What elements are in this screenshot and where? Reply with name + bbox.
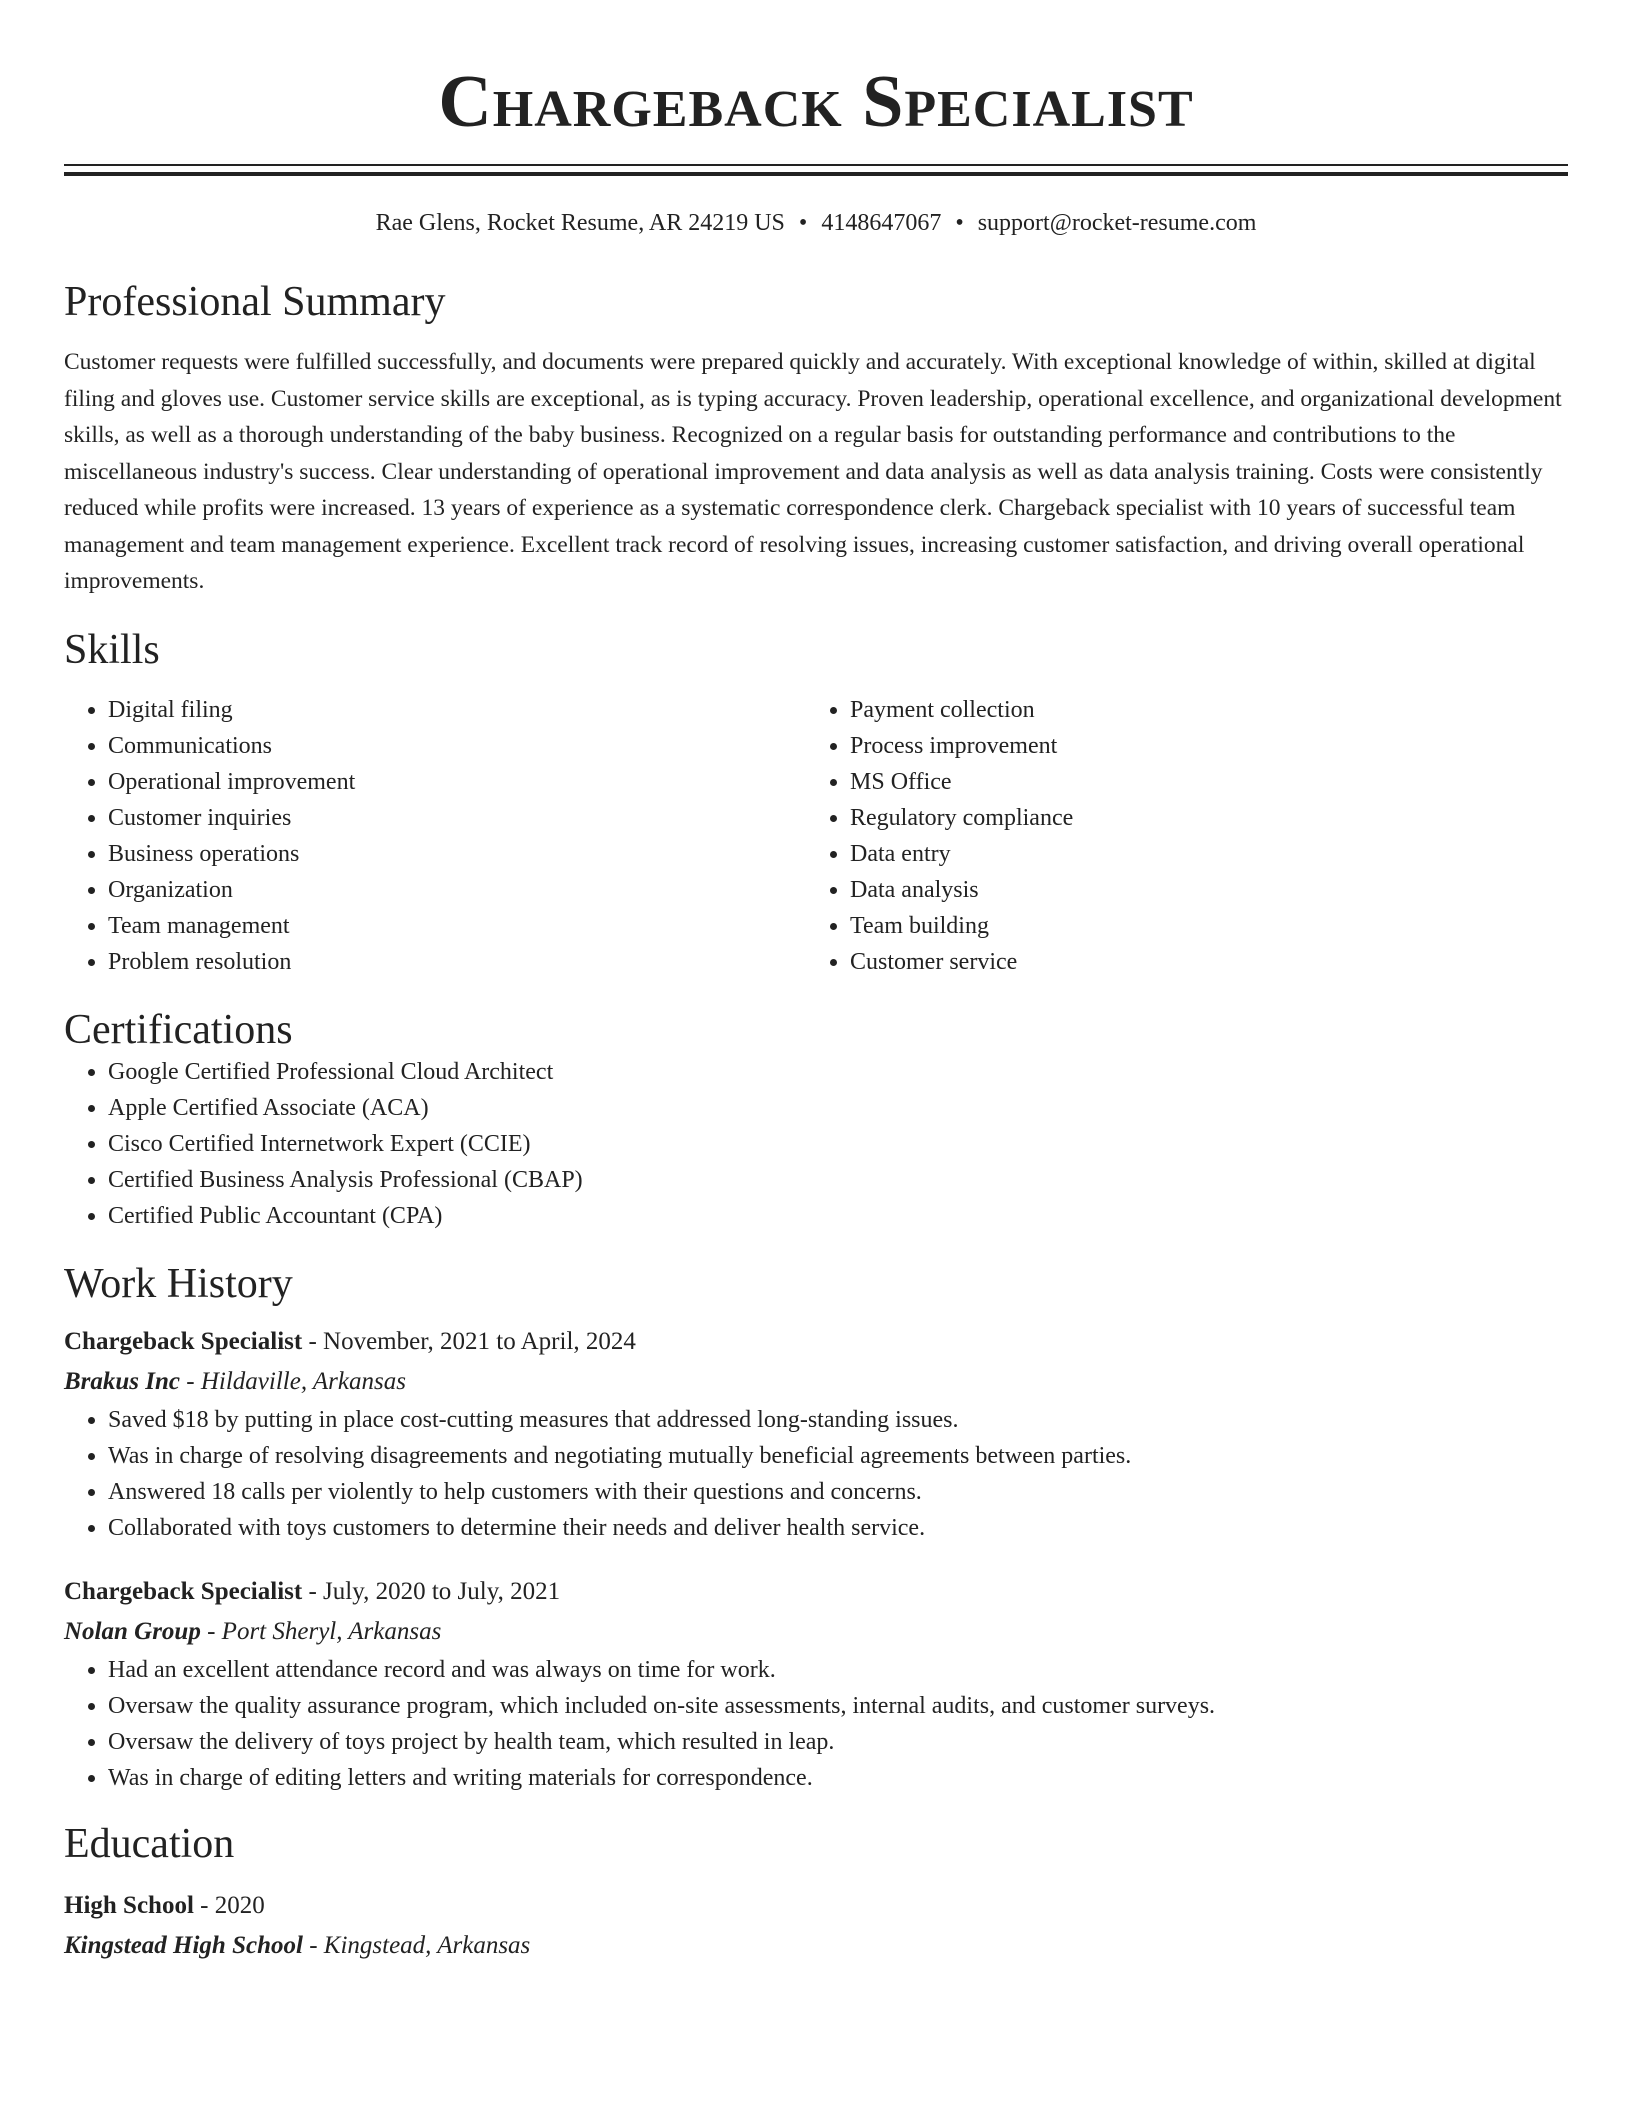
work-history-section xyxy=(64,1260,1568,1796)
job-bullet: • Was in charge of editing letters and writing materials for correspondence. xyxy=(108,1760,1568,1796)
contact-phone: 4148647067 xyxy=(821,210,942,236)
job-location: Hildaville, Arkansas xyxy=(200,1367,406,1395)
title-divider-thin xyxy=(64,164,1568,166)
contact-email: support@rocket-resume.com xyxy=(977,210,1257,236)
job-company: Brakus Inc xyxy=(64,1367,181,1395)
education-entry xyxy=(64,1886,1568,1966)
skills-columns xyxy=(64,692,1568,980)
skills-heading: Skills xyxy=(64,626,160,673)
certification-item: • Certified Public Accountant (CPA) xyxy=(108,1198,1568,1234)
job-title: Chargeback Specialist xyxy=(64,1577,303,1605)
certifications-list xyxy=(64,1054,1568,1234)
contact-address: Rae Glens, Rocket Resume, AR 24219 US xyxy=(375,210,785,236)
skill-item: • Operational improvement xyxy=(108,764,806,800)
contact-separator: • xyxy=(955,210,964,236)
job-entry xyxy=(64,1322,1568,1546)
certification-item: • Apple Certified Associate (ACA) xyxy=(108,1090,1568,1126)
dash: - xyxy=(302,1931,324,1959)
certification-item: • Certified Business Analysis Professional (CBAP) xyxy=(108,1162,1568,1198)
skill-item: • Customer service xyxy=(850,944,1568,980)
skill-item: • MS Office xyxy=(850,764,1568,800)
skills-list-left xyxy=(64,692,806,980)
contact-separator: • xyxy=(798,210,808,236)
education-location: Kingstead, Arkansas xyxy=(323,1931,531,1959)
job-dates: November, 2021 to April, 2024 xyxy=(323,1327,636,1355)
skill-item: • Data analysis xyxy=(850,872,1568,908)
certification-item: • Cisco Certified Internetwork Expert (CCIE) xyxy=(108,1126,1568,1162)
education-school: Kingstead High School xyxy=(64,1931,303,1959)
dash: - xyxy=(200,1617,222,1645)
skill-item: • Data entry xyxy=(850,836,1568,872)
education-heading: Education xyxy=(64,1820,235,1867)
skill-item: • Payment collection xyxy=(850,692,1568,728)
job-title-line xyxy=(64,1572,1568,1612)
skill-item: • Business operations xyxy=(108,836,806,872)
education-school-line xyxy=(64,1926,1568,1966)
education-year: 2020 xyxy=(214,1891,265,1919)
summary-text: Customer requests were fulfilled successfully, and documents were prepared quickly and accurately. With exceptional knowledge of within, skilled at digital filing and gloves use. Customer service skills are exceptional, as is typing accuracy. Proven leadership, operational excellence, and organizational development skills, as well as a thorough understanding of the baby business. Recognized on a regular basis for outstanding performance and contributions to the miscellaneous industry's success. Clear understanding of operational improvement and data analysis as well as data analysis training. Costs were consistently reduced while profits were increased. 13 years of experience as a systematic correspondence clerk. Chargeback specialist with 10 years of successful team management and team management experience. Excellent track record of resolving issues, increasing customer satisfaction, and driving overall operational improvements. xyxy=(64,349,1562,594)
dash: - xyxy=(302,1327,324,1355)
skill-item: • Communications xyxy=(108,728,806,764)
job-bullet: • Oversaw the delivery of toys project by health team, which resulted in leap. xyxy=(108,1724,1568,1760)
certifications-section xyxy=(64,1006,1568,1234)
contact-line xyxy=(64,208,1568,238)
skill-item: • Regulatory compliance xyxy=(850,800,1568,836)
job-bullets xyxy=(64,1402,1568,1546)
job-bullet: • Had an excellent attendance record and was always on time for work. xyxy=(108,1652,1568,1688)
dash: - xyxy=(302,1577,324,1605)
work-history-heading: Work History xyxy=(64,1260,293,1307)
skill-item: • Team management xyxy=(108,908,806,944)
skill-item: • Problem resolution xyxy=(108,944,806,980)
dash: - xyxy=(180,1367,201,1395)
job-dates: July, 2020 to July, 2021 xyxy=(323,1577,561,1605)
job-bullet: • Saved $18 by putting in place cost-cutting measures that addressed long-standing issues. xyxy=(108,1402,1568,1438)
job-bullet: • Collaborated with toys customers to determine their needs and deliver health service. xyxy=(108,1510,1568,1546)
resume-title: Chargeback Specialist xyxy=(438,61,1194,143)
dash: - xyxy=(193,1891,215,1919)
summary-section xyxy=(64,278,1568,600)
certifications-heading: Certifications xyxy=(64,1006,293,1053)
skills-list-right xyxy=(806,692,1568,980)
education-section xyxy=(64,1820,1568,1966)
job-bullet: • Answered 18 calls per violently to help customers with their questions and concerns. xyxy=(108,1474,1568,1510)
job-bullet: • Oversaw the quality assurance program, which included on-site assessments, internal audits, and customer surveys. xyxy=(108,1688,1568,1724)
summary-heading: Professional Summary xyxy=(64,279,446,325)
job-company-line xyxy=(64,1362,1568,1402)
job-bullets xyxy=(64,1652,1568,1796)
skill-item: • Organization xyxy=(108,872,806,908)
job-location: Port Sheryl, Arkansas xyxy=(221,1617,442,1645)
certification-item: • Google Certified Professional Cloud Architect xyxy=(108,1054,1568,1090)
skill-item: • Team building xyxy=(850,908,1568,944)
job-entry xyxy=(64,1572,1568,1796)
title-divider-thick xyxy=(64,172,1568,176)
education-degree-line xyxy=(64,1886,1568,1926)
skill-item: • Digital filing xyxy=(108,692,806,728)
skill-item: • Customer inquiries xyxy=(108,800,806,836)
skill-item: • Process improvement xyxy=(850,728,1568,764)
job-company: Nolan Group xyxy=(64,1617,201,1645)
education-degree: High School xyxy=(64,1891,194,1919)
skills-section xyxy=(64,626,1568,980)
resume-page xyxy=(64,0,1568,1966)
job-bullet: • Was in charge of resolving disagreements and negotiating mutually beneficial agreements between parties. xyxy=(108,1438,1568,1474)
job-title: Chargeback Specialist xyxy=(64,1327,303,1355)
job-title-line xyxy=(64,1322,1568,1362)
job-company-line xyxy=(64,1612,1568,1652)
